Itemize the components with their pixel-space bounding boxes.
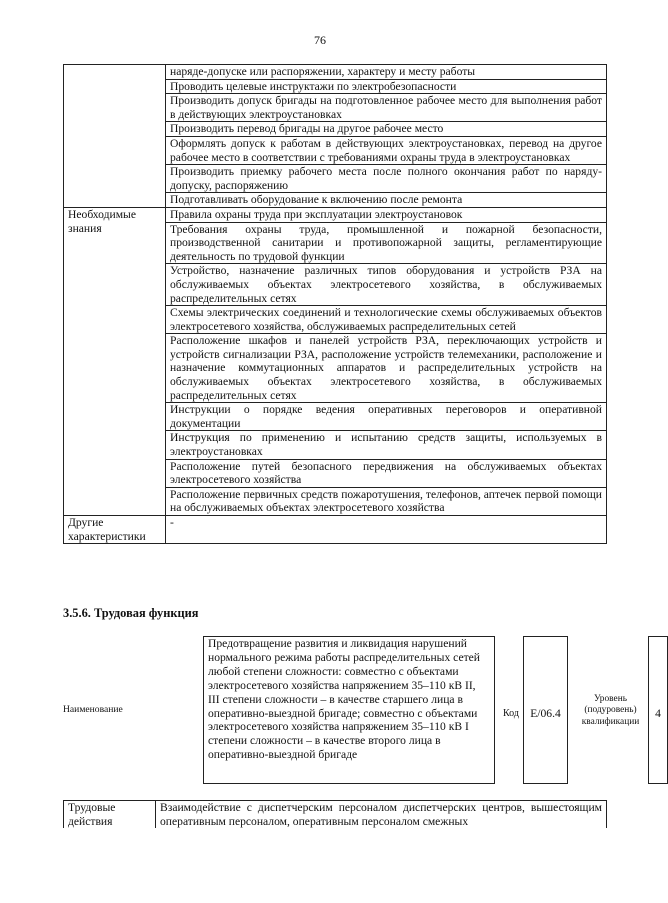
level-value: 4 [648,636,668,784]
labor-actions-table [63,800,607,828]
knowledge-item: Правила охраны труда при эксплуатации электроустановок [166,207,607,222]
knowledge-item: Схемы электрических соединений и технологические схемы обслуживаемых объектов электросетевого хозяйства, обслуживаемых распределительных сетей [166,306,607,334]
table-row [64,516,607,544]
skill-item: Производить допуск бригады на подготовленное рабочее место для выполнения работ в действующих электроустановках [166,94,607,122]
labor-actions-label: Трудовые действия [64,801,156,829]
labor-function-header [63,636,661,786]
skill-item: Производить перевод бригады на другое рабочее место [166,122,607,137]
knowledge-label: Необходимые знания [64,207,166,515]
knowledge-item: Расположение первичных средств пожаротушения, телефонов, аптечек первой помощи на обслуживаемых объектах электросетевого хозяйства [166,487,607,515]
level-label: Уровень (подуровень) квалификации [581,694,640,727]
name-value: Предотвращение развития и ликвидация нарушений нормального режима работы распределительных сетей любой степени сложности: совместно с объектами электросетевого хозяйства напряжением 35–110 кВ II, III степени сложности – в качестве старшего лица в оперативно-выездной бригаде; совместно с объектами электросетевого хозяйства напряжением 35–110 кВ I степени сложности – в качестве второго лица в оперативно-выездной бригаде [203,636,495,784]
page-number: 76 [314,33,326,47]
skill-item: Производить приемку рабочего места после полного окончания работ по наряду-допуску, распоряжению [166,165,607,193]
skill-item: Оформлять допуск к работам в действующих электроустановках, перевод на другое рабочее место в соответствии с требованиями охраны труда в электроустановках [166,136,607,164]
table-row [64,207,607,222]
name-label: Наименование [63,704,123,715]
knowledge-item: Расположение шкафов и панелей устройств РЗА, переключающих устройств и устройств сигнализации РЗА, расположение устройств телемеханики, расположение и назначение коммутационных аппаратов и распределительных устройств на обслуживаемых объектах электросетевого хозяйства, в обслуживаемых распределительных сетях [166,334,607,403]
table-row [64,801,607,829]
other-label: Другие характеристики [64,516,166,544]
labor-actions-text: Взаимодействие с диспетчерским персоналом диспетчерских центров, вышестоящим оперативным персоналом, оперативным персоналом смежных [156,801,607,829]
competency-table [63,64,607,544]
knowledge-item: Инструкция по применению и испытанию средств защиты, используемых в электроустановках [166,431,607,459]
knowledge-item: Инструкции о порядке ведения оперативных переговоров и оперативной документации [166,403,607,431]
empty-label-cell [64,65,166,208]
section-title: 3.5.6. Трудовая функция [63,606,199,620]
knowledge-item: Требования охраны труда, промышленной и пожарной безопасности, производственной санитарии и противопожарной защиты, регламентирующие деятельность по трудовой функции [166,222,607,264]
knowledge-item: Устройство, назначение различных типов оборудования и устройств РЗА на обслуживаемых объектах электросетевого хозяйства, в обслуживаемых распределительных сетях [166,264,607,306]
skill-item: Проводить целевые инструктажи по электробезопасности [166,79,607,94]
code-value: E/06.4 [523,636,568,784]
skill-item: Подготавливать оборудование к включению после ремонта [166,193,607,208]
table-row [64,65,607,80]
code-label: Код [503,708,519,719]
other-value: - [166,516,607,544]
knowledge-item: Расположение путей безопасного передвижения на обслуживаемых объектах электросетевого хозяйства [166,459,607,487]
skill-item: наряде-допуске или распоряжении, характеру и месту работы [166,65,607,80]
